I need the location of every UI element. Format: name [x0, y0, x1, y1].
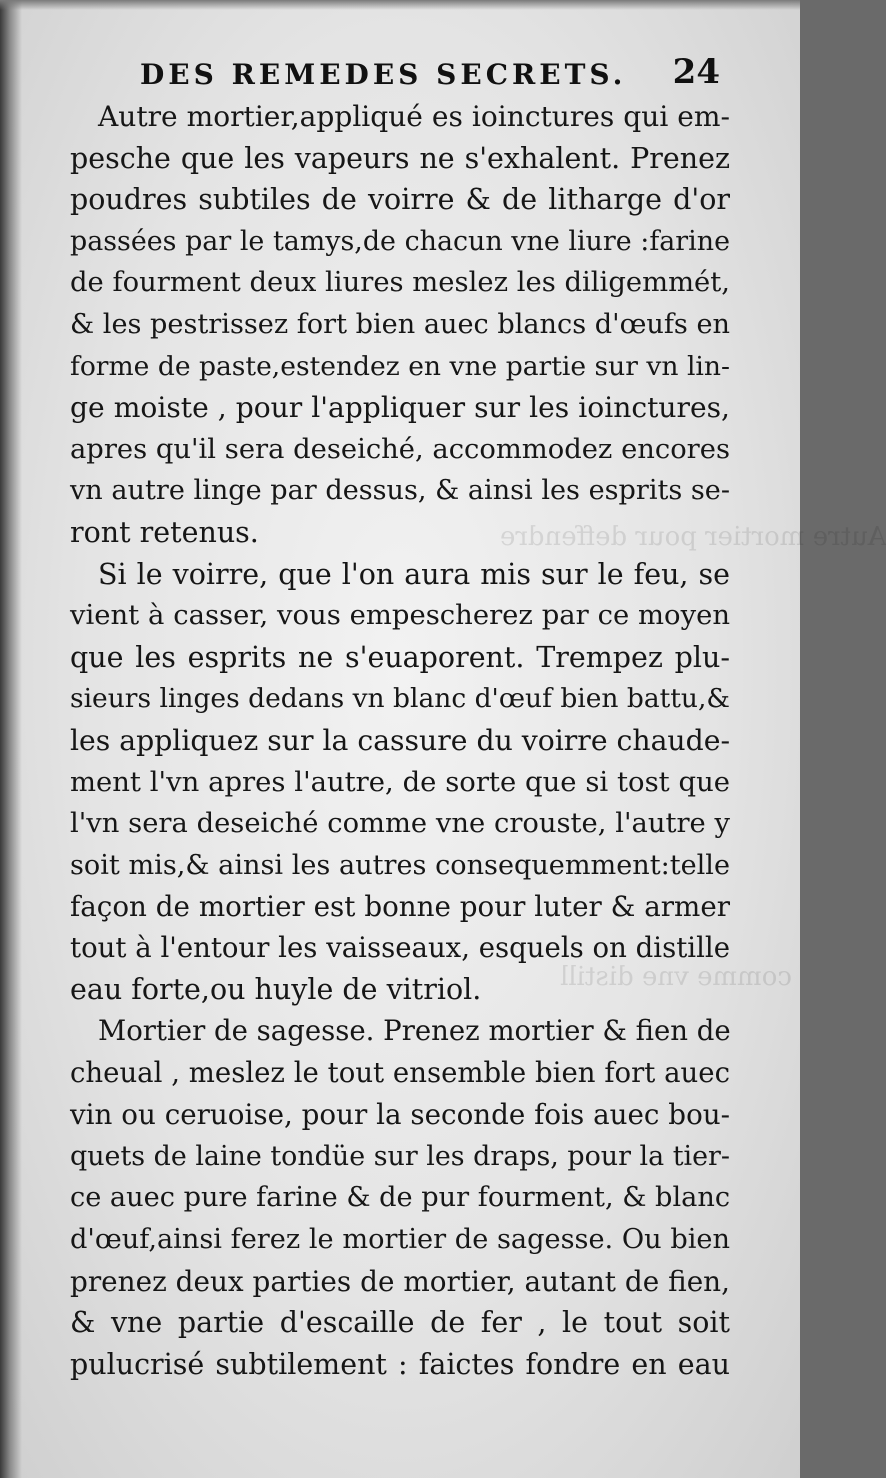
text-line: de fourment deux liures meslez les diligemmét, — [70, 267, 730, 299]
text-line: apres qu'il sera deseiché, accommodez encores — [70, 433, 730, 465]
text-line: poudres subtiles de voirre & de litharge d'or — [70, 183, 730, 217]
text-line: & vne partie d'escaille de fer , le tout soit — [70, 1306, 730, 1340]
running-head: DES REMEDES SECRETS. — [140, 58, 627, 91]
text-line: l'vn sera deseiché comme vne crouste, l'autre y — [70, 808, 730, 840]
page-number: 24 — [672, 52, 720, 92]
text-line: que les esprits ne s'euaporent. Trempez plu- — [70, 640, 730, 674]
text-line: tout à l'entour les vaisseaux, esquels on distille — [70, 931, 730, 964]
page-shadow-left — [0, 0, 22, 1478]
text-line: forme de paste,estendez en vne partie sur vn lin- — [70, 350, 730, 382]
text-line: eau forte,ou huyle de vitriol. — [70, 973, 482, 1007]
text-line: Mortier de sagesse. Prenez mortier & fien de — [98, 1015, 731, 1048]
paragraph — [70, 1011, 730, 1385]
text-line: vin ou ceruoise, pour la seconde fois auec bou- — [70, 1098, 730, 1132]
text-line: quets de laine tondüe sur les draps, pour la tier- — [70, 1140, 730, 1172]
paragraph — [70, 96, 730, 554]
text-line: & les pestrissez fort bien auec blancs d'œufs en — [70, 308, 730, 340]
paragraph — [70, 554, 730, 1012]
text-line: cheual , meslez le tout ensemble bien fort auec — [70, 1056, 730, 1089]
show-through-text: comme vne distill — [560, 962, 792, 992]
text-line: pesche que les vapeurs ne s'exhalent. Prenez — [70, 141, 730, 175]
page-header — [140, 52, 720, 92]
text-line: ce auec pure farine & de pur fourment, & blanc — [70, 1182, 731, 1214]
text-line: soit mis,& ainsi les autres consequemment:telle — [70, 849, 730, 881]
text-line: prenez deux parties de mortier, autant de fien, — [70, 1264, 730, 1298]
page-shadow-top — [0, 0, 800, 10]
body-text — [70, 96, 730, 1385]
text-line: Si le voirre, que l'on aura mis sur le feu, se — [98, 557, 730, 591]
text-line: ge moiste , pour l'appliquer sur les ioinctures, — [70, 391, 730, 425]
text-line: d'œuf,ainsi ferez le mortier de sagesse. Ou bien — [70, 1224, 730, 1256]
text-line: Autre mortier,appliqué es ioinctures qui em- — [98, 100, 730, 133]
text-line: ront retenus. — [70, 515, 259, 549]
text-line: façon de mortier est bonne pour luter & armer — [70, 890, 730, 924]
text-line: vient à casser, vous empescherez par ce moyen — [70, 600, 730, 632]
text-line: les appliquez sur la cassure du voirre chaude- — [70, 723, 730, 757]
text-line: pulucrisé subtilement : faictes fondre en eau — [70, 1347, 730, 1381]
text-line: vn autre linge par dessus, & ainsi les esprits se- — [70, 475, 730, 507]
text-line: passées par le tamys,de chacun vne liure :farine — [70, 225, 730, 257]
text-line: sieurs linges dedans vn blanc d'œuf bien battu,& — [70, 683, 730, 715]
text-line: ment l'vn apres l'autre, de sorte que si tost que — [70, 766, 730, 798]
show-through-text: Autre mortier pour deffendre — [500, 522, 886, 552]
